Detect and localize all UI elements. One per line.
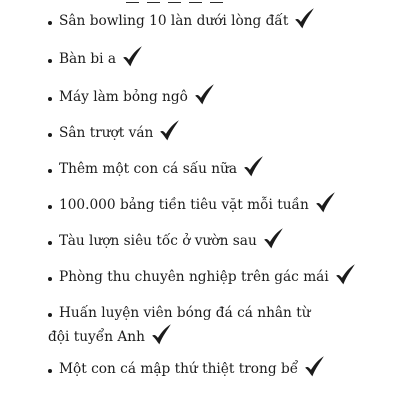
cropped-stroke xyxy=(210,0,223,3)
checkmark-icon xyxy=(334,263,357,287)
cropped-stroke xyxy=(189,0,202,3)
checklist-item-weekly-pocket-money xyxy=(48,191,337,221)
bullet-icon xyxy=(48,369,52,373)
checkmark-icon xyxy=(262,227,285,251)
checkmark-icon xyxy=(293,7,316,31)
cropped-stroke xyxy=(147,0,160,3)
checklist-item-text: Sân bowling 10 làn dưới lòng đất xyxy=(59,13,289,30)
checklist-item-text: Máy làm bỏng ngô xyxy=(59,89,188,106)
bullet-icon xyxy=(48,59,52,63)
bullet-icon xyxy=(48,241,52,245)
checklist-item-text: Tàu lượn siêu tốc ở vườn sau xyxy=(59,233,257,250)
checklist-item-pool-table xyxy=(48,45,144,75)
bullet-icon xyxy=(48,97,52,101)
checklist-item-text: Phòng thu chuyên nghiệp trên gác mái xyxy=(59,269,329,286)
checkmark-icon xyxy=(242,155,265,179)
checkmark-icon xyxy=(121,45,144,69)
checkmark-icon xyxy=(303,355,326,379)
cropped-stroke xyxy=(126,0,139,3)
bullet-icon xyxy=(48,169,52,173)
checklist-item-backyard-rollercoaster xyxy=(48,227,285,257)
bullet-icon xyxy=(48,277,52,281)
checklist-item-skate-park xyxy=(48,119,181,149)
checklist-item-attic-studio xyxy=(48,263,357,293)
checklist-item-text: 100.000 bảng tiền tiêu vặt mỗi tuần xyxy=(59,197,309,214)
cropped-top-text-fragment xyxy=(126,0,266,3)
checkmark-icon xyxy=(158,119,181,143)
checklist-item-popcorn-machine xyxy=(48,83,216,113)
bullet-icon xyxy=(48,133,52,137)
checkmark-icon xyxy=(193,83,216,107)
checkmark-icon xyxy=(314,191,337,215)
checklist-item-text: Bàn bi a xyxy=(59,51,117,68)
checklist-item-continuation-england-team xyxy=(48,323,173,353)
bullet-icon xyxy=(48,21,52,25)
checklist-item-text: Một con cá mập thứ thiệt trong bể xyxy=(59,361,299,378)
checkmark-icon xyxy=(150,323,173,347)
checklist-item-text: đội tuyển Anh xyxy=(48,329,145,346)
checklist-item-another-crocodile xyxy=(48,155,265,185)
checklist-item-text: Sân trượt ván xyxy=(59,125,154,142)
checklist-item-text: Huấn luyện viên bóng đá cá nhân từ xyxy=(59,305,311,322)
bullet-icon xyxy=(48,313,52,317)
cropped-stroke xyxy=(168,0,181,3)
checklist-item-real-shark xyxy=(48,355,326,385)
bullet-icon xyxy=(48,205,52,209)
checklist-item-underground-bowling xyxy=(48,7,316,37)
checklist-item-text: Thêm một con cá sấu nữa xyxy=(59,161,238,178)
